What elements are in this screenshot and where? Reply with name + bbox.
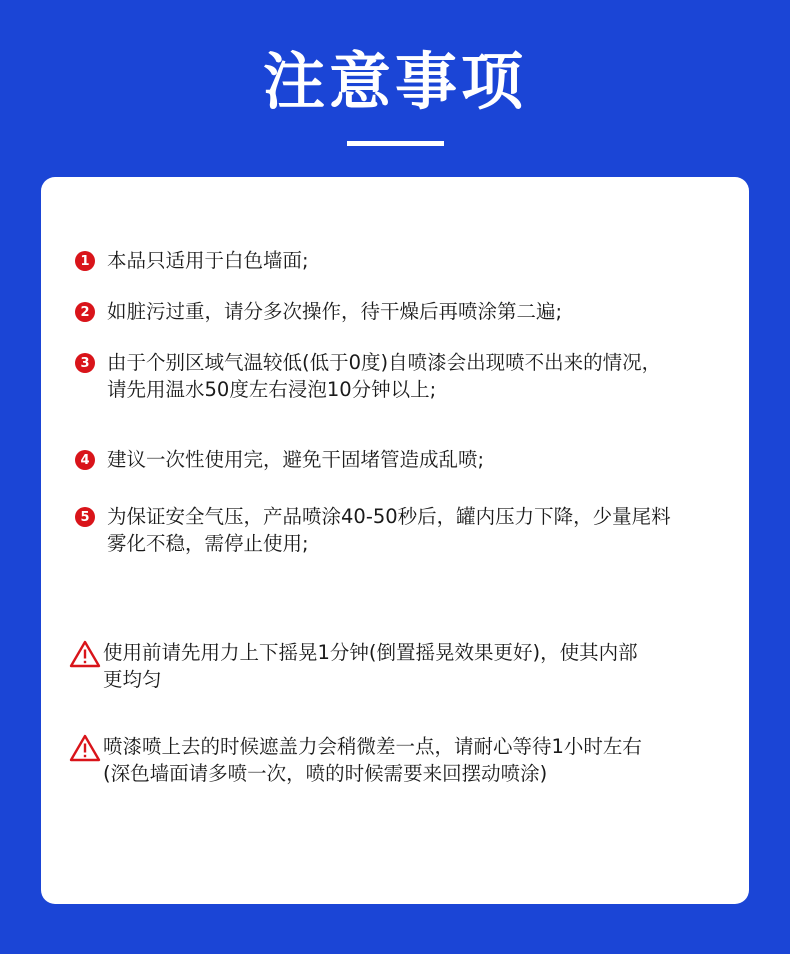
notice-item-2 — [75, 298, 735, 325]
warning-text-2-line-1: 喷漆喷上去的时候遮盖力会稍微差一点，请耐心等待1小时左右 — [103, 735, 642, 758]
notice-item-4 — [75, 446, 735, 473]
notice-text-5-line-1: 为保证安全气压，产品喷涂40-50秒后，罐内压力下降，少量尾料 — [107, 505, 671, 528]
warning-text-2-line-2: (深色墙面请多喷一次，喷的时候需要来回摆动喷涂) — [103, 762, 548, 785]
notice-text-5-line-2: 雾化不稳，需停止使用; — [107, 532, 309, 555]
warning-item-2 — [69, 733, 729, 787]
notice-text-4: 建议一次性使用完，避免干固堵管造成乱喷; — [107, 448, 485, 471]
warning-text-1-line-2: 更均匀 — [103, 668, 162, 691]
notice-card — [41, 177, 749, 904]
warning-text-1-line-1: 使用前请先用力上下摇晃1分钟(倒置摇晃效果更好)，使其内部 — [103, 641, 638, 664]
number-badge-2: 2 — [75, 302, 95, 322]
notice-text-2: 如脏污过重，请分多次操作，待干燥后再喷涂第二遍; — [107, 300, 563, 323]
notice-text-3 — [107, 349, 661, 403]
number-badge-1: 1 — [75, 251, 95, 271]
warning-icon — [69, 640, 101, 668]
notice-text-3-line-1: 由于个别区域气温较低(低于0度)自喷漆会出现喷不出来的情况， — [107, 351, 662, 374]
notice-item-1 — [75, 247, 735, 274]
warning-icon — [69, 734, 101, 762]
warning-text-1 — [103, 639, 638, 693]
title-underline — [347, 141, 444, 146]
number-badge-5: 5 — [75, 507, 95, 527]
number-badge-4: 4 — [75, 450, 95, 470]
page-title: 注意事项 — [262, 45, 527, 118]
warning-item-1 — [69, 639, 729, 693]
notice-item-3 — [75, 349, 735, 403]
warning-text-2 — [103, 733, 642, 787]
notice-item-5 — [75, 503, 735, 557]
notice-text-1: 本品只适用于白色墙面; — [107, 249, 309, 272]
notice-text-5 — [107, 503, 671, 557]
notice-text-3-line-2: 请先用温水50度左右浸泡10分钟以上; — [107, 378, 437, 401]
number-badge-3: 3 — [75, 353, 95, 373]
